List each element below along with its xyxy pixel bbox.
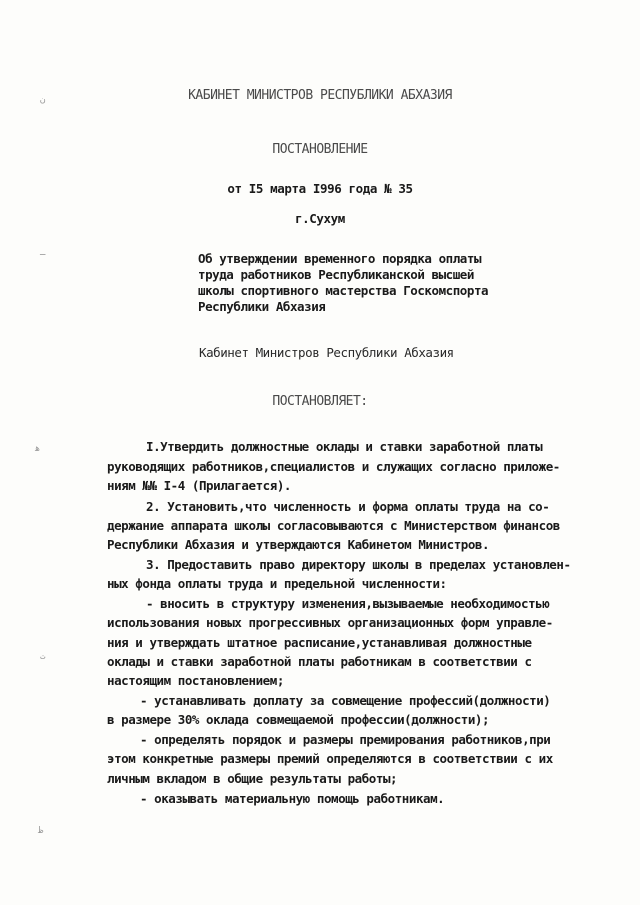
body-line: оклады и ставки заработной платы работникам в соответствии с: [107, 654, 532, 669]
doc-type-heading: ПОСТАНОВЛЕНИЕ: [272, 142, 368, 157]
body-line: этом конкретные размеры премий определяются в соответствии с их: [107, 751, 553, 766]
subject-line: труда работников Республиканской высшей: [198, 267, 474, 282]
body-line: настоящим постановлением;: [107, 673, 284, 688]
body-line: руководящих работников,специалистов и служащих согласно приложе-: [107, 459, 560, 474]
body-line: Республики Абхазия и утверждаются Кабинетом Министров.: [107, 537, 490, 552]
issuer-line: Кабинет Министров Республики Абхазия: [199, 345, 454, 360]
scan-speck: ـ: [40, 248, 46, 258]
subject-line: Об утверждении временного порядка оплаты: [198, 251, 482, 266]
date-number: от I5 марта I996 года № 35: [227, 181, 413, 196]
body-line: - определять порядок и размеры премирования работников,при: [140, 732, 551, 747]
body-line: в размере 30% оклада совмещаемой профессии(должности);: [107, 712, 490, 727]
body-line: ния и утверждать штатное расписание,устанавливая должностные: [107, 635, 532, 650]
body-line: ниям №№ I-4 (Прилагается).: [107, 478, 291, 493]
city: г.Сухум: [295, 211, 345, 226]
body-line: - оказывать материальную помощь работникам.: [140, 791, 445, 806]
scan-speck: ﻫ: [35, 444, 41, 454]
body-line: - устанавливать доплату за совмещение профессий(должности): [140, 693, 551, 708]
body-line: личным вкладом в общие результаты работы;: [107, 771, 398, 786]
body-line: ных фонда оплаты труда и предельной численности:: [107, 576, 447, 591]
body-line: - вносить в структуру изменения,вызываемые необходимостью: [146, 596, 550, 611]
body-line: держание аппарата школы согласовываются с Министерством финансов: [107, 518, 560, 533]
scan-speck: ﺕ: [40, 652, 46, 662]
body-line: 2. Установить,что численность и форма оплаты труда на со-: [146, 499, 550, 514]
subject-line: школы спортивного мастерства Госкомспорта: [198, 283, 489, 298]
scan-speck: ن: [40, 95, 46, 105]
resolves-heading: ПОСТАНОВЛЯЕТ:: [272, 394, 368, 409]
body-line: использования новых прогрессивных организационных форм управле-: [107, 615, 553, 630]
body-line: 3. Предоставить право директору школы в пределах установлен-: [146, 557, 571, 572]
scan-speck: ﻇ: [38, 826, 44, 836]
cabinet-heading: КАБИНЕТ МИНИСТРОВ РЕСПУБЛИКИ АБХАЗИЯ: [188, 88, 452, 103]
body-line: I.Утвердить должностные оклады и ставки заработной платы: [146, 439, 543, 454]
subject-line: Республики Абхазия: [198, 299, 326, 314]
